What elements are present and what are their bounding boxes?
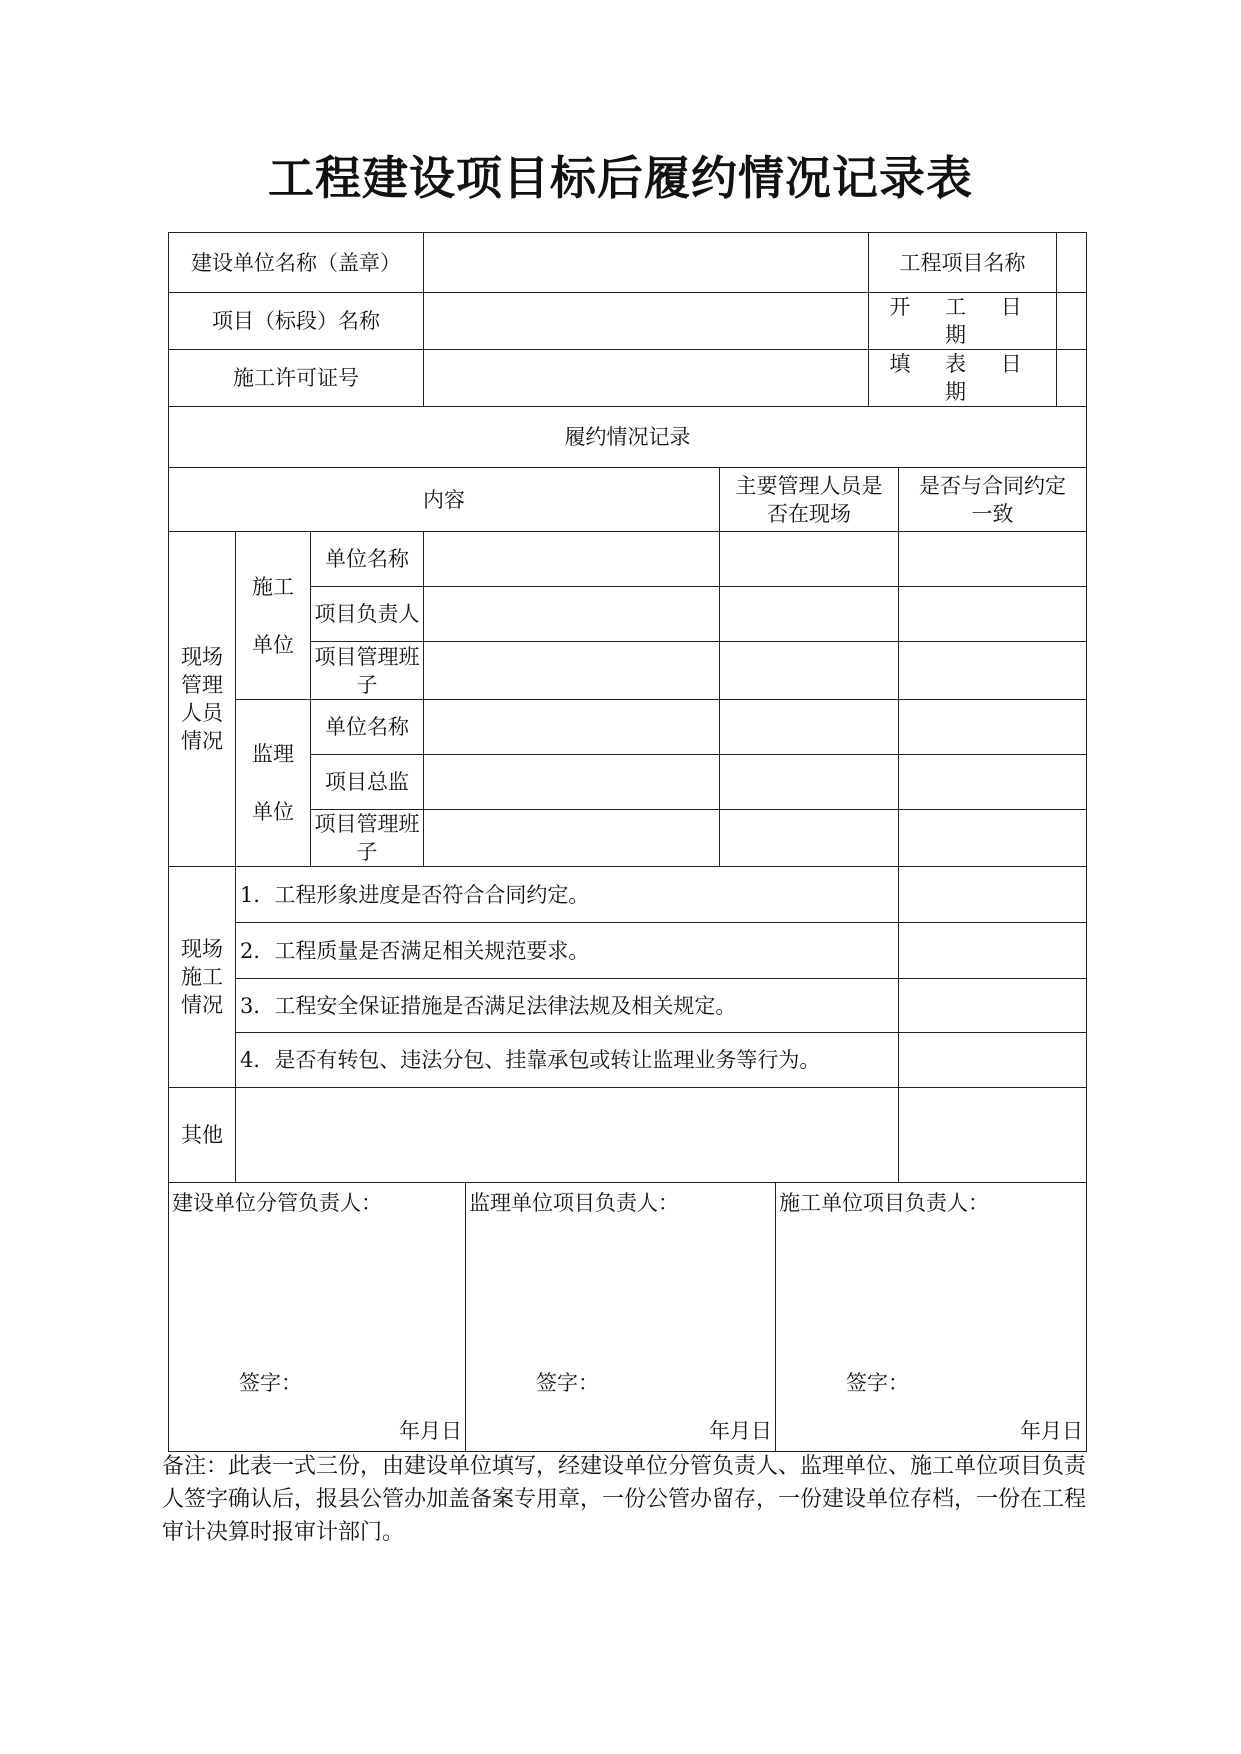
site-item: 4．是否有转包、违法分包、挂靠承包或转让监理业务等行为。 xyxy=(236,1033,899,1088)
contractor-row-value[interactable] xyxy=(424,642,720,700)
signature-cell-construction[interactable] xyxy=(169,1183,466,1452)
supervisor-row-value[interactable] xyxy=(424,810,720,867)
section-name-label: 项目（标段）名称 xyxy=(169,293,424,350)
site-item-result[interactable] xyxy=(899,1033,1087,1088)
supervisor-row-label: 单位名称 xyxy=(311,700,424,755)
signature-block xyxy=(168,1182,1087,1452)
fill-date-label: 填 表 日 期 xyxy=(869,350,1057,407)
contractor-row-value[interactable] xyxy=(424,532,720,587)
signature-date: 年月日 xyxy=(709,1419,772,1443)
signature-date: 年月日 xyxy=(1020,1419,1083,1443)
site-group-label: 现场施工情况 xyxy=(169,867,236,1088)
supervisor-row-on-site[interactable] xyxy=(720,755,899,810)
fill-date-field[interactable] xyxy=(1057,350,1087,407)
contractor-row-label: 单位名称 xyxy=(311,532,424,587)
supervisor-row-value[interactable] xyxy=(424,700,720,755)
other-label: 其他 xyxy=(169,1088,236,1183)
site-item: 1．工程形象进度是否符合合同约定。 xyxy=(236,867,899,923)
supervisor-row-consistent[interactable] xyxy=(899,700,1087,755)
contractor-row-on-site[interactable] xyxy=(720,532,899,587)
construction-unit-field[interactable] xyxy=(424,233,869,293)
personnel-group-label: 现场管理人员情况 xyxy=(169,532,236,867)
signature-cell-supervisor[interactable] xyxy=(466,1183,776,1452)
other-result-field[interactable] xyxy=(899,1088,1087,1183)
site-item-result[interactable] xyxy=(899,923,1087,979)
signature-label: 签字： xyxy=(239,1371,302,1395)
signature-title: 监理单位项目负责人： xyxy=(469,1191,679,1215)
project-name-field[interactable] xyxy=(1057,233,1087,293)
permit-number-field[interactable] xyxy=(424,350,869,407)
start-date-field[interactable] xyxy=(1057,293,1087,350)
contractor-row-consistent[interactable] xyxy=(899,642,1087,700)
permit-number-label: 施工许可证号 xyxy=(169,350,424,407)
supervisor-row-on-site[interactable] xyxy=(720,700,899,755)
supervisor-row-consistent[interactable] xyxy=(899,755,1087,810)
supervisor-row-on-site[interactable] xyxy=(720,810,899,867)
record-section-title: 履约情况记录 xyxy=(169,407,1087,468)
site-item-result[interactable] xyxy=(899,979,1087,1033)
signature-label: 签字： xyxy=(536,1371,599,1395)
contractor-unit-label: 施工单位 xyxy=(236,532,311,700)
supervisor-row-value[interactable] xyxy=(424,755,720,810)
signature-date: 年月日 xyxy=(399,1419,462,1443)
contractor-row-label: 项目负责人 xyxy=(311,587,424,642)
supervisor-row-label: 项目管理班子 xyxy=(311,810,424,867)
contractor-row-label: 项目管理班子 xyxy=(311,642,424,700)
project-name-label: 工程项目名称 xyxy=(869,233,1057,293)
supervisor-unit-label: 监理单位 xyxy=(236,700,311,867)
section-name-field[interactable] xyxy=(424,293,869,350)
signature-title: 建设单位分管负责人： xyxy=(172,1191,382,1215)
consistent-column-header: 是否与合同约定一致 xyxy=(899,468,1087,532)
signature-title: 施工单位项目负责人： xyxy=(779,1191,989,1215)
site-item-result[interactable] xyxy=(899,867,1087,923)
contractor-row-on-site[interactable] xyxy=(720,642,899,700)
site-item: 2．工程质量是否满足相关规范要求。 xyxy=(236,923,899,979)
contractor-row-consistent[interactable] xyxy=(899,532,1087,587)
content-column-header: 内容 xyxy=(169,468,720,532)
other-content-field[interactable] xyxy=(236,1088,899,1183)
contractor-row-value[interactable] xyxy=(424,587,720,642)
contractor-row-on-site[interactable] xyxy=(720,587,899,642)
page-title: 工程建设项目标后履约情况记录表 xyxy=(268,151,973,205)
supervisor-row-consistent[interactable] xyxy=(899,810,1087,867)
record-form xyxy=(168,232,1087,1183)
remarks-note: 备注：此表一式三份，由建设单位填写，经建设单位分管负责人、监理单位、施工单位项目负责人签字确认后，报县公管办加盖备案专用章，一份公管办留存，一份建设单位存档，一份在工程审计决算时报审计部门。 xyxy=(162,1454,1087,1545)
signature-cell-contractor[interactable] xyxy=(776,1183,1087,1452)
on-site-column-header: 主要管理人员是否在现场 xyxy=(720,468,899,532)
site-item: 3．工程安全保证措施是否满足法律法规及相关规定。 xyxy=(236,979,899,1033)
construction-unit-label: 建设单位名称（盖章） xyxy=(169,233,424,293)
start-date-label: 开 工 日 期 xyxy=(869,293,1057,350)
contractor-row-consistent[interactable] xyxy=(899,587,1087,642)
supervisor-row-label: 项目总监 xyxy=(311,755,424,810)
signature-label: 签字： xyxy=(846,1371,909,1395)
